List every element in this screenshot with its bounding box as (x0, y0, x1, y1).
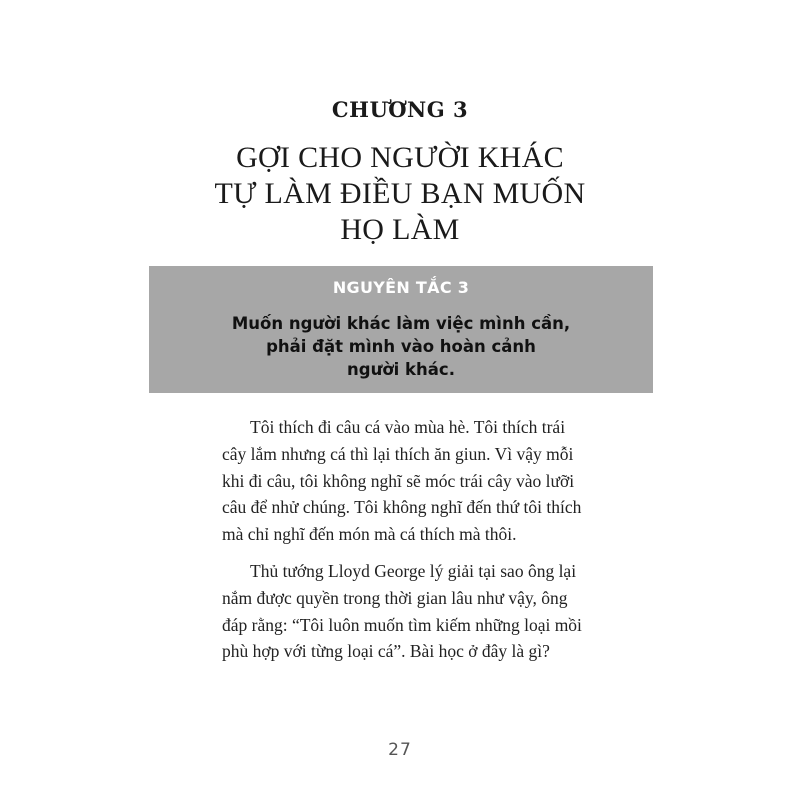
paragraph-line: phù hợp với từng loại cá”. Bài học ở đây là gì? (222, 641, 550, 662)
paragraph-line: cây lắm nhưng cá thì lại thích ăn giun. Vì vậy mỗi (222, 443, 574, 464)
principle-text-line: Muốn người khác làm việc mình cần, (231, 314, 571, 333)
paragraph-line: khi đi câu, tôi không nghĩ sẽ móc trái cây vào lưỡi (222, 470, 575, 491)
principle-text (189, 312, 613, 381)
chapter-title-line: HỌ LÀM (340, 213, 460, 246)
chapter-title (150, 140, 650, 248)
paragraph-line: Thủ tướng Lloyd George lý giải tại sao ông lại (250, 560, 577, 581)
page-number: 27 (388, 740, 412, 760)
paragraph-line: câu để nhử chúng. Tôi không nghĩ đến thứ tôi thích (222, 497, 582, 518)
paragraph-line: mà chỉ nghĩ đến món mà cá thích mà thôi. (222, 524, 517, 545)
chapter-title-line: TỰ LÀM ĐIỀU BẠN MUỐN (214, 177, 586, 210)
principle-text-line: phải đặt mình vào hoàn cảnh (266, 337, 536, 356)
paragraph-2 (222, 558, 582, 665)
paragraph-line: nắm được quyền trong thời gian lâu như vậy, ông (222, 587, 568, 608)
principle-box (149, 266, 653, 393)
principle-text-line: người khác. (347, 360, 455, 379)
chapter-title-line: GỢI CHO NGƯỜI KHÁC (236, 141, 564, 174)
paragraph-1 (222, 414, 582, 548)
principle-heading: NGUYÊN TẮC 3 (332, 278, 470, 297)
body-text (222, 414, 582, 675)
paragraph-line: Tôi thích đi câu cá vào mùa hè. Tôi thích trái (250, 417, 566, 437)
paragraph-line: đáp rằng: “Tôi luôn muốn tìm kiếm những loại mồi (222, 614, 582, 635)
chapter-label: CHƯƠNG 3 (331, 97, 469, 122)
